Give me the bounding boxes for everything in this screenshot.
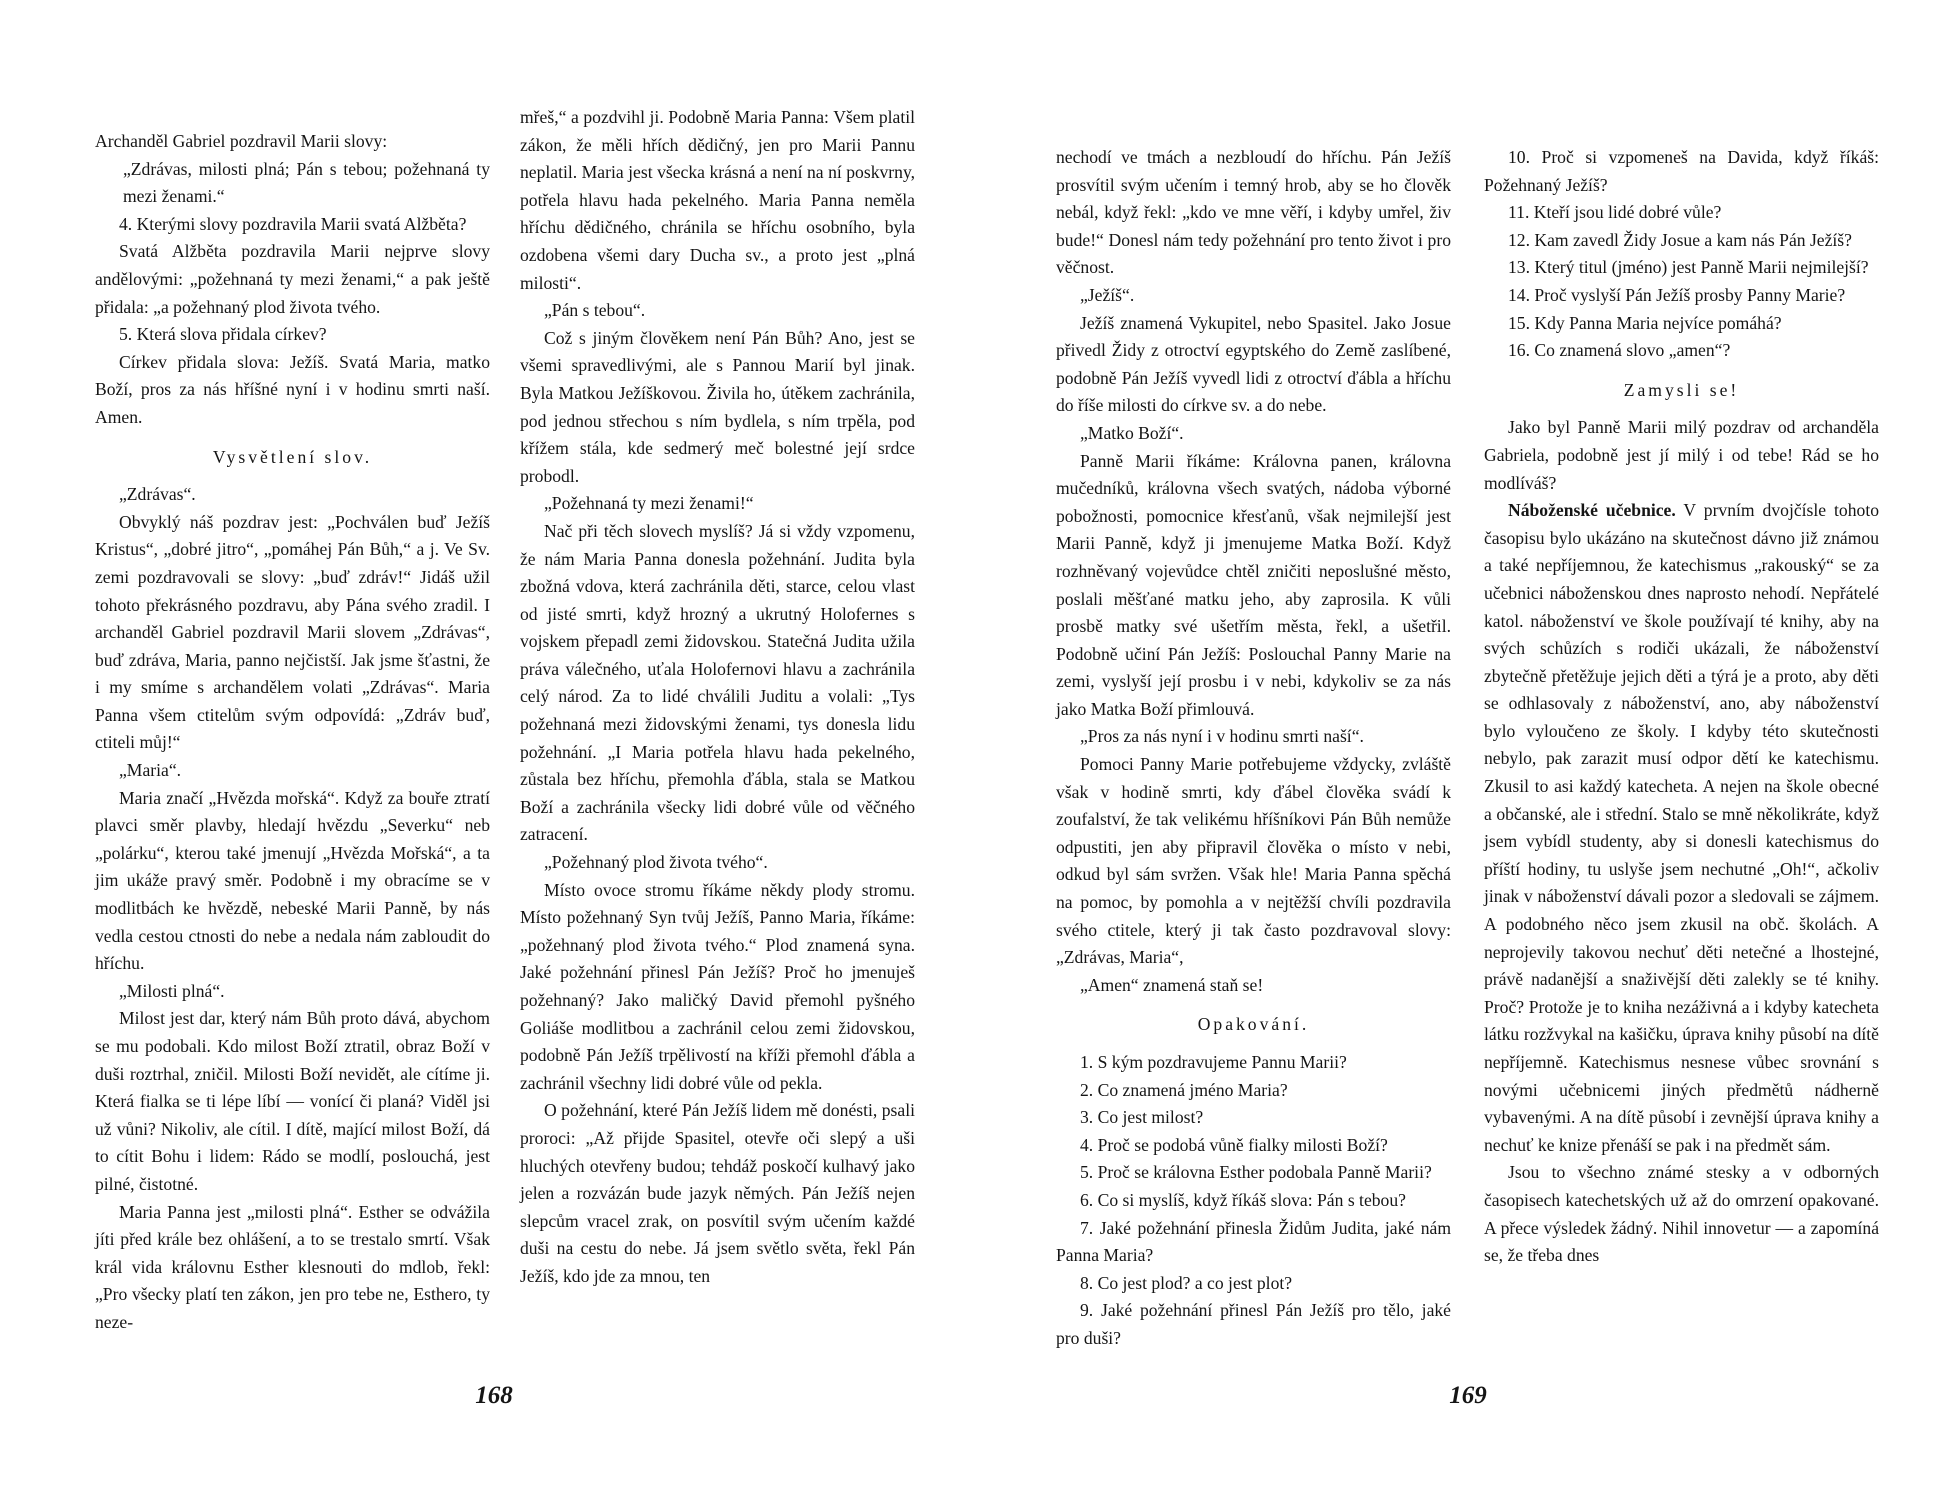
right-page bbox=[974, 0, 1948, 1500]
list-item: 8. Co jest plod? a co jest plot? bbox=[1080, 1272, 1293, 1293]
paragraph: Což s jiným člověkem není Pán Bůh? Ano, jest se všemi spravedlivými, ale s Pannou Marií byl jinak. Byla Matkou Ježíškovou. Živila ho, útěkem zachránila, pod jednou střechou s ním bydlela, s ním trpěla, pod křížem stála, kde sedmerý meč bolestné její srdce probodl. bbox=[520, 327, 915, 486]
paragraph: Obvyklý náš pozdrav jest: „Pochválen buď Ježíš Kristus“, „dobré jitro“, „pomáhej Pán Bůh,“ a j. Ve Sv. zemi pozdravovali se slovy: „buď zdráv!“ Jidáš užil tohoto překrásného pozdravu, aby Pána svého zradil. I archanděl Gabriel pozdravil Marii slovem „Zdrávas“, buď zdráva, Maria, panno nejčistší. Jak jsme šťastni, že i my smíme s archandělem volati „Zdrávas“. Maria Panna všem ctitelům svým odpovídá: „Zdráv buď, ctiteli můj!“ bbox=[95, 511, 490, 753]
list-item: 7. Jaké požehnání přinesla Židům Judita, jaké nám Panna Maria? bbox=[1056, 1217, 1451, 1266]
paragraph: Svatá Alžběta pozdravila Marii nejprve slovy andělovými: „požehnaná ty mezi ženami,“ a pak ještě přidala: „a požehnaný plod života tvého. bbox=[95, 241, 490, 317]
paragraph: Církev přidala slova: Ježíš. Svatá Maria, matko Boží, pros za nás hříšné nyní i v hodinu smrti naší. Amen. bbox=[95, 351, 490, 427]
list-item: 13. Který titul (jméno) jest Panně Marii nejmilejší? bbox=[1508, 257, 1869, 278]
paragraph: O požehnání, které Pán Ježíš lidem mě donésti, psali proroci: „Až přijde Spasitel, otevře oči slepý a uši hluchých otevřeny budou; tehdáž poskočí kulhavý jako jelen a rozvázán bude jazyk němých. Pán Ježíš nejen slepcům vracel zrak, on posvítil svým učením každé duši na cestu do nebe. Já jsem světlo světa, řekl Pán Ježíš, kdo jde za mnou, ten bbox=[520, 1100, 915, 1286]
paragraph: „Amen“ znamená staň se! bbox=[1080, 974, 1264, 995]
subheading: „Pros za nás nyní i v hodinu smrti naší“. bbox=[1080, 726, 1364, 747]
article-paragraph bbox=[1484, 497, 1879, 1159]
paragraph: Archanděl Gabriel pozdravil Marii slovy: bbox=[95, 131, 388, 151]
list-item: 5. Proč se královna Esther podobala Panně Marii? bbox=[1080, 1162, 1432, 1183]
subheading: „Zdrávas“. bbox=[119, 484, 196, 505]
subheading: „Pán s tebou“. bbox=[544, 300, 646, 321]
paragraph: Panně Marii říkáme: Královna panen, královna mučedníků, královna všech svatých, nádoba výborné pobožnosti, pomocnice křesťanů, však nejmilejší jest Marii Panně, když ji jmenujeme Matka Boží. Když rozhněvaný vojevůdce chtěl zničiti neposlušné město, poslali měšťané matku jeho, aby zaprosila. K vůli prosbě matky své ušetřím města, řekl, a ušetřil. Podobně učiní Pán Ježíš: Poslouchal Panny Marie na zemi, vyslyší její prosbu i v nebi, kdykoliv se za nás jako Matka Boží přimlouvá. bbox=[1056, 450, 1451, 719]
subheading: „Milosti plná“. bbox=[119, 980, 225, 1001]
article-title: Náboženské učebnice. bbox=[1508, 500, 1676, 521]
paragraph: Milost jest dar, který nám Bůh proto dává, abychom se mu podobali. Kdo milost Boží ztratil, obraz Boží v duši roztrhal, zničil. Milosti Boží nevidět, ale cítíme ji. Která fialka se ti lépe líbí — vonící či planá? Viděl jsi už vůni? Nikoliv, ale cítil. I dítě, mající milost Boží, dá to cítit Bohu i lidem: Rádo se modlí, poslouchá, jest pilné, čistotné. bbox=[95, 1008, 490, 1194]
section-heading: Vysvětlení slov. bbox=[212, 446, 373, 467]
column-2 bbox=[520, 104, 915, 1291]
list-item: 14. Proč vyslyší Pán Ježíš prosby Panny Marie? bbox=[1508, 284, 1846, 305]
paragraph: Ježíš znamená Vykupitel, nebo Spasitel. Jako Josue přivedl Židy z otroctví egyptského do Země zaslíbené, podobně Pán Ježíš vyvedl lidi z otroctví ďábla a hříchu do říše milosti do církve sv. a do nebe. bbox=[1056, 312, 1451, 416]
subheading: „Požehnaný plod života tvého“. bbox=[544, 852, 768, 873]
list-item: 9. Jaké požehnání přinesl Pán Ježíš pro tělo, jaké pro duši? bbox=[1056, 1300, 1451, 1348]
list-item: 2. Co znamená jméno Maria? bbox=[1080, 1079, 1288, 1100]
list-item: 11. Kteří jsou lidé dobré vůle? bbox=[1508, 202, 1722, 223]
column-1 bbox=[95, 128, 490, 1337]
paragraph: Pomoci Panny Marie potřebujeme vždycky, zvláště však v hodině smrti, kdy ďábel člověka svádí k zoufalství, že tak velikému hříšníkovi Pán Bůh nemůže odpustiti, jen aby připravil člověka o místo v nebi, odkud byl sám svržen. Však hle! Maria Panna spěchá na pomoc, by pomohla a v nejtěžší chvíli pozdravila svého ctitele, který ji tak často pozdravoval slovy: „Zdrávas, Maria“, bbox=[1056, 754, 1451, 968]
section-heading: Zamysli se! bbox=[1623, 379, 1740, 400]
column-3 bbox=[1056, 144, 1451, 1353]
paragraph: Maria Panna jest „milosti plná“. Esther se odvážila jíti před krále bez ohlášení, a to se trestalo smrtí. Však král vida královnu Esther klesnouti do mdlob, řekl: „Pro všecky platí ten zákon, jen pro tebe ne, Esthero, ty neze- bbox=[95, 1201, 490, 1332]
paragraph: Místo ovoce stromu říkáme někdy plody stromu. Místo požehnaný Syn tvůj Ježíš, Panno Maria, říkáme: „požehnaný plod života tvého.“ Plod znamená syna. Jaké požehnání přinesl Pán Ježíš? Proč ho jmenuješ požehnaný? Jako maličký David přemohl pyšného Goliáše modlitbou a zachránil celou zemi židovskou, podobně Pán Ježíš trpělivostí na kříži přemohl ďábla a zachránil všechny lidi dobré vůle od pekla. bbox=[520, 879, 915, 1093]
paragraph: Jako byl Panně Marii milý pozdrav od archanděla Gabriela, podobně jest jí milý i od tebe! Rád se ho modlíváš? bbox=[1484, 417, 1879, 493]
column-4 bbox=[1484, 144, 1879, 1270]
page-number: 169 bbox=[1449, 1382, 1487, 1409]
section-heading: Opakování. bbox=[1197, 1014, 1310, 1035]
subheading: „Ježíš“. bbox=[1080, 284, 1135, 305]
subheading: „Požehnaná ty mezi ženami!“ bbox=[544, 493, 754, 514]
paragraph: Jsou to všechno známé stesky a v odborných časopisech katechetských už až do omrzení opakované. A přece výsledek žádný. Nihil innovetur — a zapomíná se, že třeba dnes bbox=[1484, 1162, 1879, 1266]
list-item: 15. Kdy Panna Maria nejvíce pomáhá? bbox=[1508, 312, 1782, 333]
question: 5. Která slova přidala církev? bbox=[119, 324, 327, 345]
list-item: 16. Co znamená slovo „amen“? bbox=[1508, 340, 1731, 361]
list-item: 4. Proč se podobá vůně fialky milosti Boží? bbox=[1080, 1134, 1388, 1155]
subheading: „Maria“. bbox=[119, 760, 182, 781]
page-number: 168 bbox=[475, 1382, 513, 1409]
paragraph: Maria značí „Hvězda mořská“. Když za bouře ztratí plavci směr plavby, hledají hvězdu „Severku“ neb „polárku“, kterou také jmenují „Hvězda Mořská“, a ta jim ukáže pravý směr. Podobně i my obracíme se v modlitbách ke hvězdě, nebeské Marii Panně, by nás vedla cestou ctnosti do nebe a nedala nám zabloudit do hříchu. bbox=[95, 787, 490, 974]
question: 4. Kterými slovy pozdravila Marii svatá Alžběta? bbox=[119, 213, 467, 234]
list-item: 3. Co jest milost? bbox=[1080, 1107, 1204, 1128]
paragraph: nechodí ve tmách a nezbloudí do hříchu. Pán Ježíš prosvítil svým učením i temný hrob, aby se ho člověk nebál, když řekl: „kdo ve mne věří, i kdyby umřel, živ bude!“ Donesl nám tedy požehnání pro tento život i pro věčnost. bbox=[1056, 147, 1451, 278]
list-item: 6. Co si myslíš, když říkáš slova: Pán s tebou? bbox=[1080, 1189, 1406, 1210]
quote: „Zdrávas, milosti plná; Pán s tebou; požehnaná ty mezi ženami.“ bbox=[123, 158, 490, 207]
list-item: 12. Kam zavedl Židy Josue a kam nás Pán Ježíš? bbox=[1508, 229, 1852, 250]
paragraph: mřeš,“ a pozdvihl ji. Podobně Maria Panna: Všem platil zákon, že měli hřích dědičný, jen pro Marii Pannu neplatil. Maria jest všecka krásná a není na ní poskvrny, potřela hlavu hada pekelného. Maria Panna neměla hříchu dědičného, chránila se hříchu osobního, byla ozdobena všemi dary Ducha sv., a proto jest „plná milosti“. bbox=[520, 107, 915, 293]
list-item: 10. Proč si vzpomeneš na Davida, když říkáš: Požehnaný Ježíš? bbox=[1484, 147, 1879, 195]
list-item: 1. S kým pozdravujeme Pannu Marii? bbox=[1080, 1052, 1347, 1072]
article-text: V prvním dvojčísle tohoto časopisu bylo ukázáno na skutečnost dávno již známou a také nepříjemnou, že katechismus „rakouský“ se za učebnici náboženskou dnes naprosto nehodí. Nepřátelé katol. náboženství ve škole používají té knihy, aby na svých schůzích s rodiči ukázali, že náboženství zbytečně přetěžuje jejich děti a týrá je a proto, aby děti se odhlasovaly z náboženství, ano, aby náboženství bylo vyloučeno ze školy. I kdyby této skutečnosti nebylo, pak zarazit musí odpor dětí ke katechismu. Zkusil to asi každý katecheta. A nejen na škole obecné a občanské, ale i střední. Stalo se mně několikráte, když jsem vybídl studenty, aby si donesli katechismus do příští hodiny, tu uslyše jsem nechutné „Oh!“, ačkoliv jinak v náboženství dávali pozor a sledovali se zájmem. A podobného něco jsem zkusil na obč. školách. A neprojevily takovou nechuť děti netečné a lhostejné, právě nadanější a snaživější děti zalekly se té knihy. Proč? Protože je to kniha nezáživná a i kdyby katecheta látku rozžvykal na kašičku, úprava knihy působí na dítě nepříjemně. Katechismus nesnese vůbec srovnání s novými učebnicemi jiných předmětů nádherně vybavenými. A na dítě působí i zevnější úprava knihy a nechuť ke knize přenáší se pak i na předmět sám. bbox=[1484, 500, 1879, 1155]
subheading: „Matko Boží“. bbox=[1080, 422, 1184, 443]
paragraph: Nač při těch slovech myslíš? Já si vždy vzpomenu, že nám Maria Panna donesla požehnání. Judita byla zbožná vdova, která zachránila děti, starce, celou vlast od jisté smrti, když hrozný a ukrutný Holofernes s vojskem přepadl zemi židovskou. Statečná Judita užila práva válečného, uťala Holofernovi hlavu a zachránila celý národ. Za to lidé chválili Juditu a volali: „Tys požehnaná mezi židovskými ženami, tys donesla lidu požehnání. „I Maria potřela hlavu hada pekelného, zůstala bez hříchu, přemohla ďábla, stala se Matkou Boží a zachránila všecky lidi dobré vůle od věčného zatracení. bbox=[520, 520, 915, 845]
